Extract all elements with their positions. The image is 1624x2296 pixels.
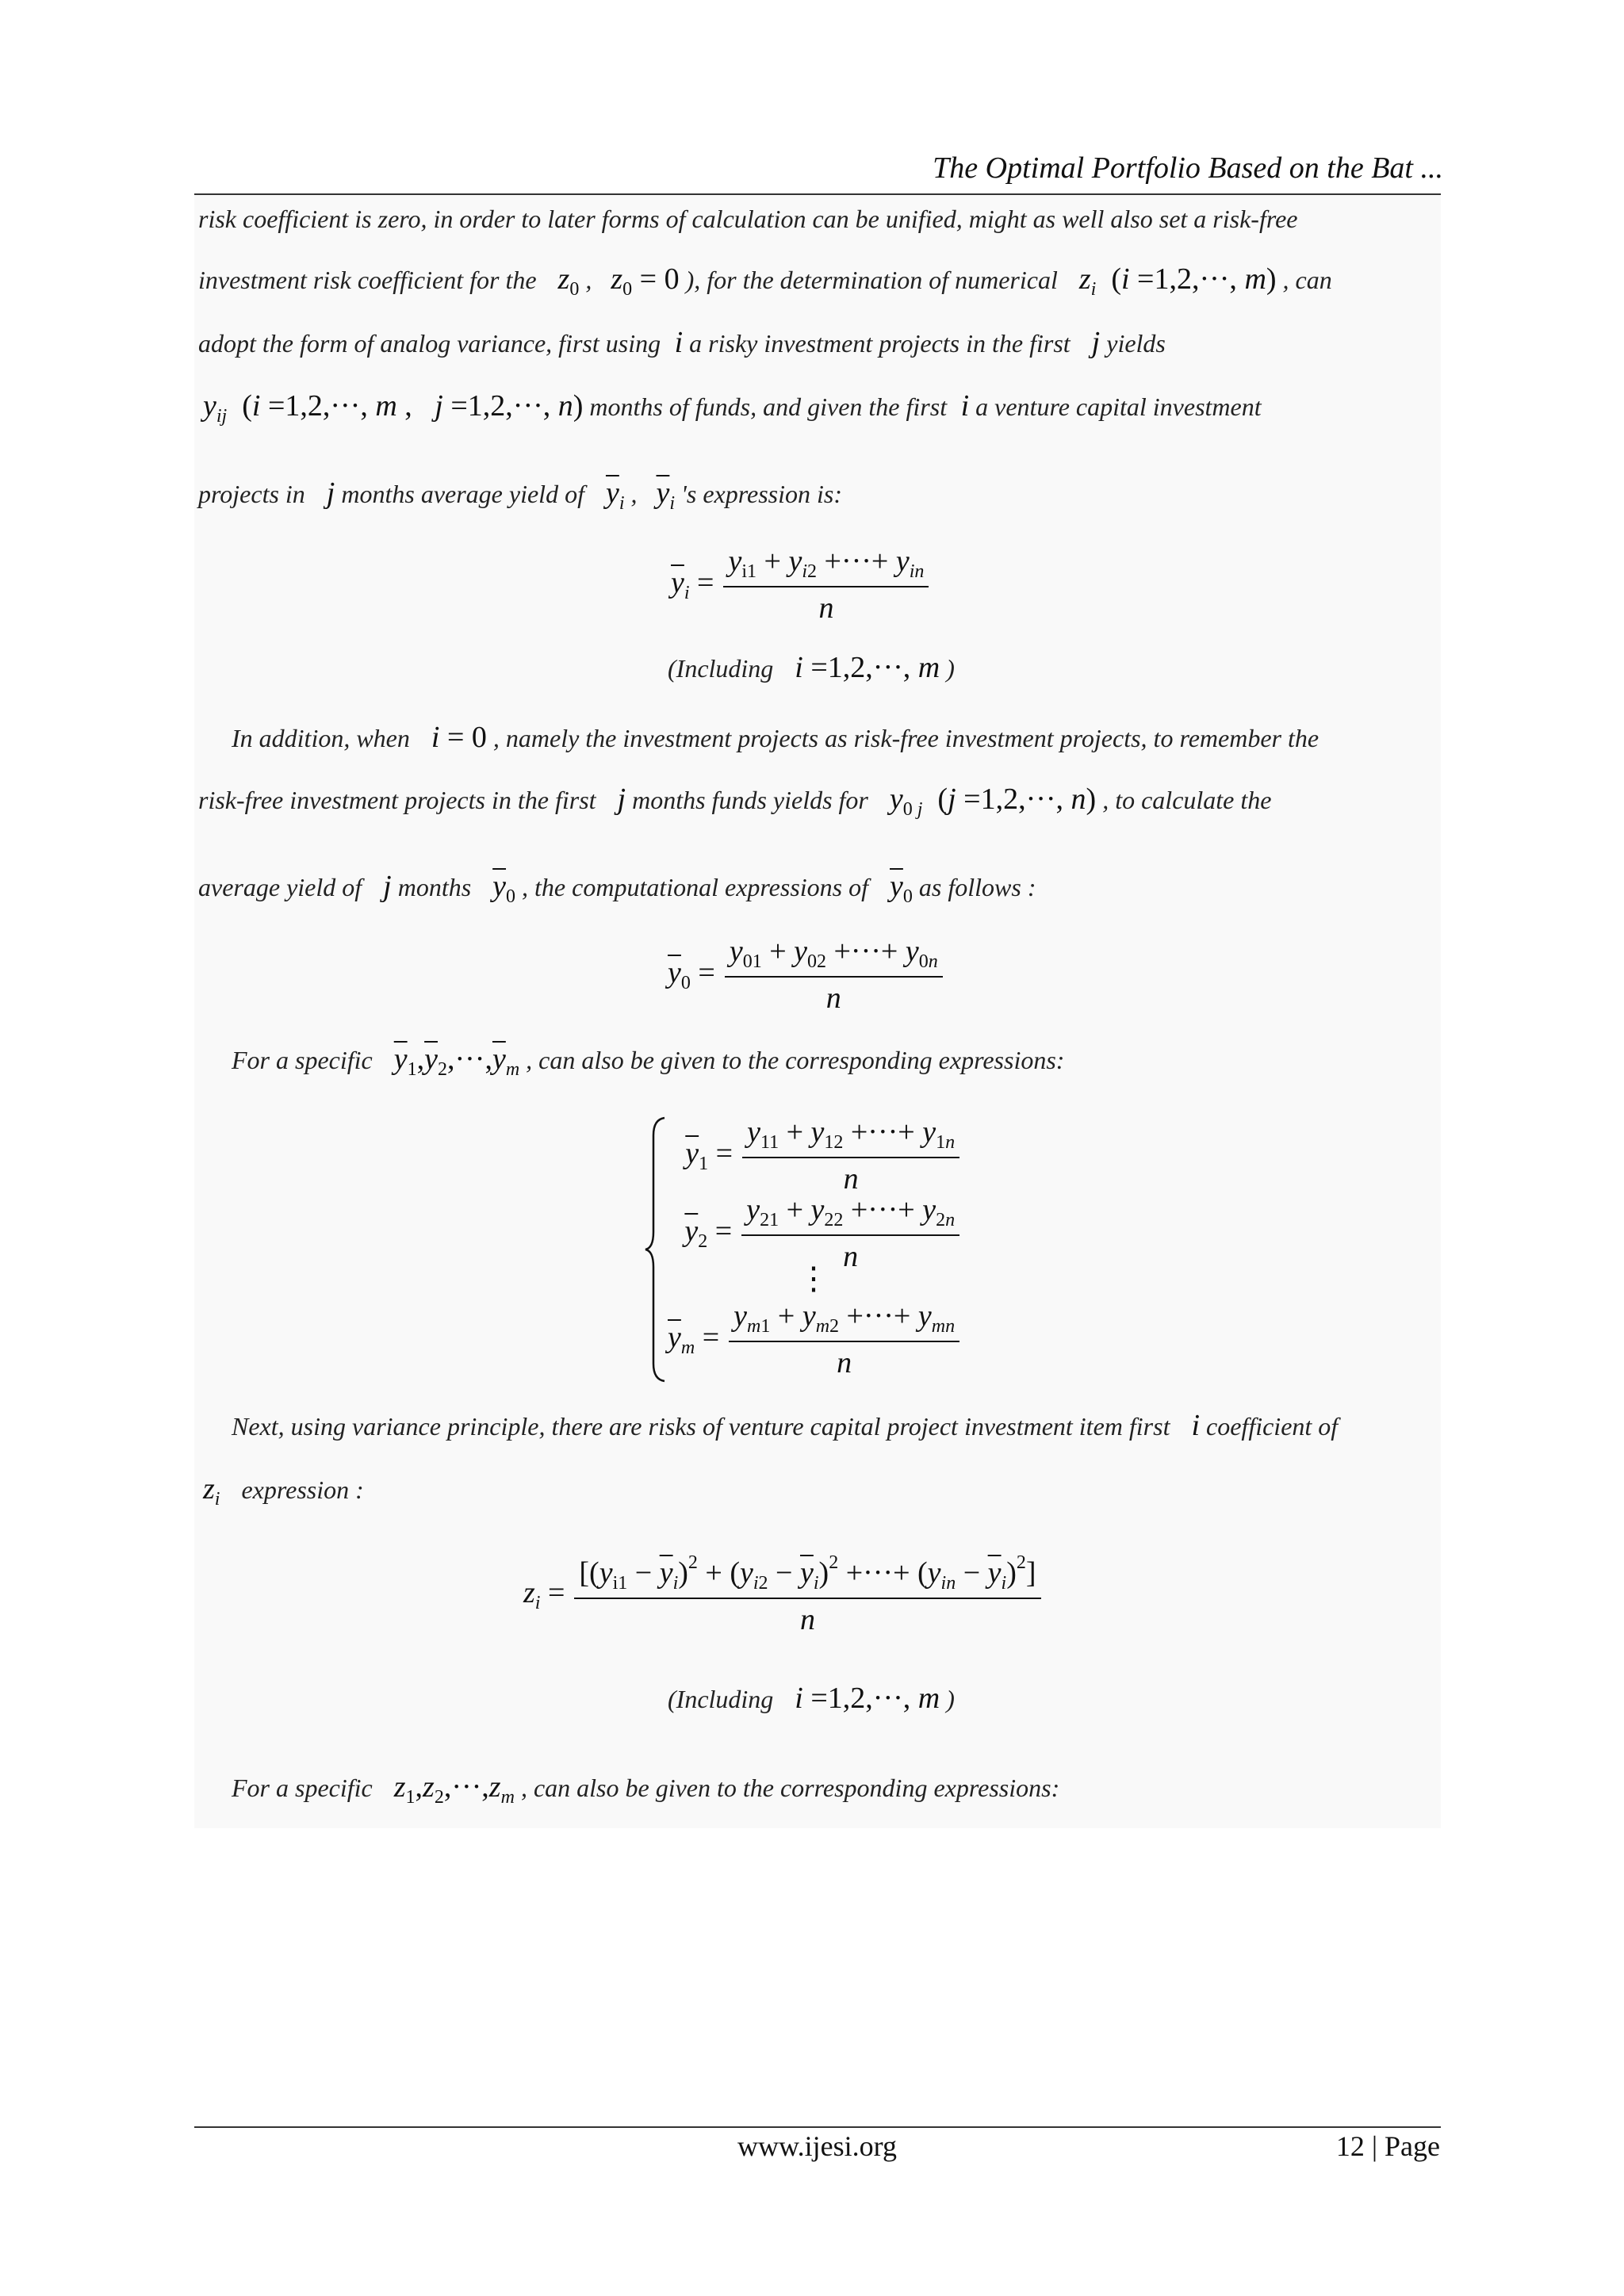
text-segment: months of funds, and given the first bbox=[589, 392, 948, 421]
paragraph-1-line-2: investment risk coefficient for the $z_0$ , $z_0 = 0$ ), for the determination of numerical $z_i$ (i =1,2,···, m) , can bbox=[198, 262, 1332, 300]
math-i: i bbox=[1176, 1409, 1201, 1442]
paragraph-2-line-3 bbox=[198, 869, 1036, 908]
math-yi-bar: $\overline{y}_i$ bbox=[605, 476, 625, 514]
math-i-range: i =1,2,···, m bbox=[779, 651, 940, 684]
system-rows bbox=[668, 1116, 959, 1383]
text-segment: months average yield of bbox=[341, 480, 584, 508]
math-yi-bar: $\overline{y}_i$ bbox=[656, 476, 676, 514]
paragraph-4-line-1 bbox=[232, 1408, 1338, 1443]
math-z0-equals-zero: $z_0 = 0$ bbox=[611, 262, 680, 300]
including-note-2 bbox=[668, 1681, 955, 1716]
text-segment: 's expression is: bbox=[681, 480, 843, 508]
text-segment: For a specific bbox=[232, 1046, 373, 1074]
footer-page-number: 12 | Page bbox=[1335, 2130, 1440, 2162]
equation-average-yield-yi: $\overline{y}_i$ = $\frac{y_{i1} + y_{i2} +\cdot\cdot\cdot+ y_{in}}{n}$ bbox=[671, 544, 929, 626]
equation-system-averages bbox=[644, 1116, 959, 1383]
math-i-range: i =1,2,···, m bbox=[779, 1682, 940, 1715]
math-yij-ranges: $y_{ij}$ (i =1,2,···, m , j =1,2,···, n) bbox=[203, 389, 584, 427]
text-segment: a risky investment projects in the first bbox=[689, 329, 1071, 358]
text-segment: months funds yields for bbox=[632, 786, 868, 814]
paragraph-2-line-2 bbox=[198, 782, 1271, 821]
text-segment: , can bbox=[1282, 266, 1332, 294]
math-j: j bbox=[602, 783, 626, 816]
text-segment: adopt the form of analog variance, first using bbox=[198, 329, 661, 358]
text-segment: months bbox=[397, 873, 472, 901]
text-segment: , can also be given to the corresponding expressions: bbox=[526, 1046, 1065, 1074]
system-row-2: $\overline{y}_2$ = $\frac{y_{21} + y_{22} +\cdot\cdot\cdot+ y_{2n}}{n}$ bbox=[668, 1194, 959, 1272]
vertical-ellipsis: ⋮ bbox=[798, 1261, 830, 1296]
math-i: i bbox=[667, 326, 684, 359]
math-zi-index-range: $z_i$ (i =1,2,···, m) bbox=[1063, 262, 1277, 300]
text-segment: In addition, when bbox=[232, 724, 410, 752]
text-segment: average yield of bbox=[198, 873, 362, 901]
including-suffix: ) bbox=[946, 654, 955, 683]
paragraph-1-line-3 bbox=[198, 325, 1166, 360]
paragraph-2-line-1 bbox=[232, 720, 1319, 755]
including-note-1 bbox=[668, 650, 955, 685]
text-segment: coefficient of bbox=[1206, 1412, 1339, 1441]
including-prefix: (Including bbox=[668, 1685, 774, 1713]
footer-website: www.ijesi.org bbox=[737, 2130, 897, 2162]
including-prefix: (Including bbox=[668, 654, 774, 683]
math-y0-bar: $\overline{y}_0$ bbox=[890, 870, 913, 907]
math-j: j bbox=[368, 870, 392, 903]
math-j: j bbox=[1076, 326, 1101, 359]
text-segment: yields bbox=[1106, 329, 1166, 358]
math-j: j bbox=[311, 476, 335, 510]
math-zi: $z_i$ bbox=[203, 1472, 220, 1510]
text-segment: Next, using variance principle, there are risks of venture capital project investment item first bbox=[232, 1412, 1170, 1441]
paragraph-4-line-2 bbox=[203, 1471, 364, 1510]
text-segment: ), for the determination of numerical bbox=[685, 266, 1058, 294]
text-segment: risk-free investment projects in the first bbox=[198, 786, 596, 814]
text-segment: , namely the investment projects as risk-free investment projects, to remember the bbox=[492, 724, 1320, 752]
math-z0: $z_0$ bbox=[542, 262, 580, 300]
text-segment: , to calculate the bbox=[1102, 786, 1272, 814]
paragraph-5-line-1 bbox=[232, 1770, 1059, 1808]
paragraph-1-line-5: projects in j months average yield of $\overline{y}_i$ , $\overline{y}_i$ 's expression is: bbox=[198, 476, 843, 514]
paragraph-3-line-1 bbox=[232, 1042, 1064, 1081]
system-row-m: $\overline{y}_m$ = $\frac{y_{m1} + y_{m2} +\cdot\cdot\cdot+ y_{mn}}{n}$ bbox=[668, 1300, 959, 1378]
text-segment: , can also be given to the corresponding expressions: bbox=[520, 1774, 1060, 1802]
math-y0j-range: $y_{0 j}$ (j =1,2,···, n) bbox=[874, 783, 1097, 820]
math-i: i bbox=[953, 389, 970, 423]
text-segment: , the computational expressions of bbox=[522, 873, 869, 901]
footer-divider bbox=[194, 2126, 1441, 2128]
math-z-list: $z_1,z_2,\cdot\cdot\cdot,z_m$ bbox=[378, 1770, 515, 1808]
equation-risk-coefficient-zi: $z_i$ = $\frac{[(y_{i1} - \overline{y}_i)^2 + (y_{i2} - \overline{y}_i)^2 +\cdot\cdot\cdot+ (y_{in} - \overline{y}_i)^2]}{n}$ bbox=[523, 1552, 1041, 1637]
text-segment: expression : bbox=[241, 1475, 364, 1504]
including-suffix: ) bbox=[946, 1685, 955, 1713]
equation-average-yield-y0: $\overline{y}_0$ = $\frac{y_{01} + y_{02} +\cdot\cdot\cdot+ y_{0n}}{n}$ bbox=[668, 934, 943, 1016]
text-segment: investment risk coefficient for the bbox=[198, 266, 537, 294]
text-segment: For a specific bbox=[232, 1774, 373, 1802]
math-i-equals-zero: i = 0 bbox=[416, 721, 487, 754]
system-row-1: $\overline{y}_1$ = $\frac{y_{11} + y_{12} +\cdot\cdot\cdot+ y_{1n}}{n}$ bbox=[668, 1116, 959, 1194]
paragraph-1-line-4 bbox=[203, 388, 1262, 427]
left-brace bbox=[644, 1116, 668, 1383]
text-segment: a venture capital investment bbox=[975, 392, 1262, 421]
math-y0-bar: $\overline{y}_0$ bbox=[492, 870, 516, 907]
text-segment: as follows : bbox=[918, 873, 1036, 901]
running-header-title: The Optimal Portfolio Based on the Bat ... bbox=[933, 151, 1443, 185]
text-segment: projects in bbox=[198, 480, 305, 508]
math-y-bar-list: $\overline{y}_1,\overline{y}_2,\cdot\cdot\cdot,\overline{y}_m$ bbox=[393, 1043, 520, 1080]
paragraph-1-line-1: risk coefficient is zero, in order to later forms of calculation can be unified, might as well also set a risk-free bbox=[198, 205, 1298, 233]
